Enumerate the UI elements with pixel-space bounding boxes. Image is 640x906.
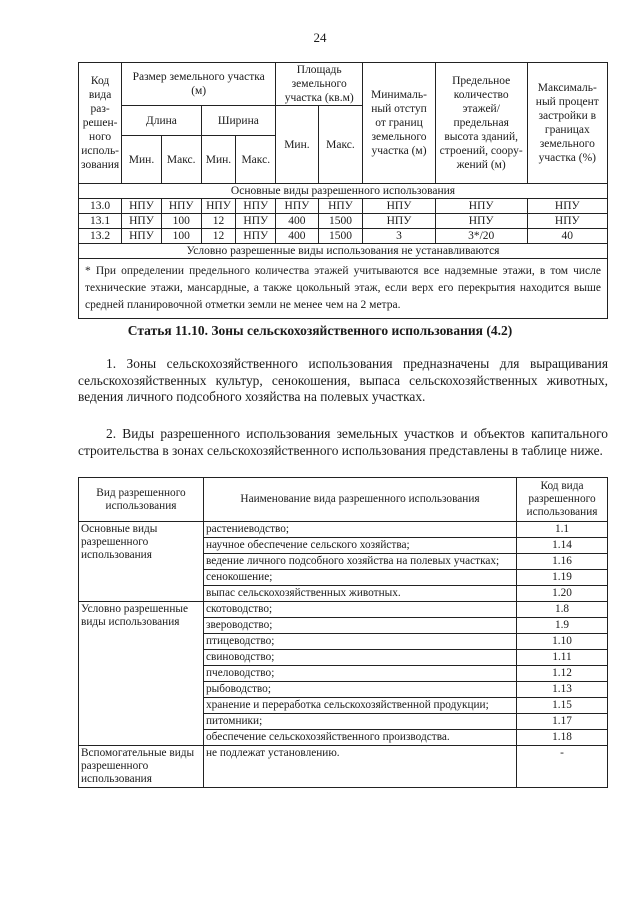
- cell: 400: [276, 229, 319, 244]
- cell: 13.0: [79, 199, 122, 214]
- code-header: Код вида раз-решен-ного исполь-зования: [79, 63, 122, 184]
- use-code: 1.17: [517, 714, 608, 730]
- main-uses-section: Основные виды разрешенного использования: [79, 184, 608, 199]
- cell: НПУ: [236, 199, 276, 214]
- use-name: звероводство;: [204, 618, 517, 634]
- cell: НПУ: [363, 199, 436, 214]
- use-name: выпас сельскохозяйственных животных.: [204, 586, 517, 602]
- cell: НПУ: [236, 214, 276, 229]
- use-name: ведение личного подсобного хозяйства на полевых участках;: [204, 554, 517, 570]
- use-code: -: [517, 746, 608, 788]
- area-min-header: Мин.: [276, 106, 319, 184]
- cell: НПУ: [161, 199, 201, 214]
- cell: 12: [201, 214, 236, 229]
- conditional-uses-section: Условно разрешенные виды использования не устанавливаются: [79, 244, 608, 259]
- cell: 40: [527, 229, 607, 244]
- cell: НПУ: [527, 214, 607, 229]
- floors-header: Предельное количество этажей/ предельная высота зданий, строений, соору-жений (м): [435, 63, 527, 184]
- plot-size-header: Размер земельного участка (м): [122, 63, 276, 106]
- use-code: 1.15: [517, 698, 608, 714]
- use-code: 1.1: [517, 522, 608, 538]
- cell: НПУ: [122, 229, 162, 244]
- article-heading: Статья 11.10. Зоны сельскохозяйственного использования (4.2): [127, 323, 513, 338]
- auxiliary-uses-category: Вспомогательные виды разрешенного использования: [79, 746, 204, 788]
- use-code: 1.8: [517, 602, 608, 618]
- use-name: не подлежат установлению.: [204, 746, 517, 788]
- cell: 1500: [318, 229, 363, 244]
- cell: 3: [363, 229, 436, 244]
- use-code: 1.13: [517, 682, 608, 698]
- permitted-uses-table: [78, 477, 608, 788]
- width-max-header: Макс.: [236, 136, 276, 184]
- table-row: [79, 214, 608, 229]
- use-name: хранение и переработка сельскохозяйственной продукции;: [204, 698, 517, 714]
- table-row: [79, 746, 608, 788]
- use-name: свиноводство;: [204, 650, 517, 666]
- area-header: Площадь земельного участка (кв.м): [276, 63, 363, 106]
- main-uses-category: Основные виды разрешенного использования: [79, 522, 204, 602]
- table-row: [79, 199, 608, 214]
- paragraph-1: 1. Зоны сельскохозяйственного использования предназначены для выращивания сельскохозяйственных культур, сенокошения, выпаса сельскохозяйственных животных, ведения личного подсобного хозяйства на полевых участках.: [78, 356, 608, 404]
- cell: НПУ: [435, 214, 527, 229]
- use-name: сенокошение;: [204, 570, 517, 586]
- use-name: скотоводство;: [204, 602, 517, 618]
- cell: НПУ: [527, 199, 607, 214]
- cell: 13.1: [79, 214, 122, 229]
- table-row: [79, 602, 608, 618]
- cell: 1500: [318, 214, 363, 229]
- width-header: Ширина: [201, 106, 276, 136]
- length-min-header: Мин.: [122, 136, 162, 184]
- table-row: [79, 522, 608, 538]
- cell: НПУ: [276, 199, 319, 214]
- coverage-header: Максималь-ный процент застройки в границах земельного участка (%): [527, 63, 607, 184]
- cell: НПУ: [435, 199, 527, 214]
- use-code: 1.11: [517, 650, 608, 666]
- use-code: 1.20: [517, 586, 608, 602]
- cell: 100: [161, 229, 201, 244]
- use-code: 1.18: [517, 730, 608, 746]
- cell: 400: [276, 214, 319, 229]
- use-code: 1.14: [517, 538, 608, 554]
- cell: 100: [161, 214, 201, 229]
- length-header: Длина: [122, 106, 201, 136]
- table-row: [79, 229, 608, 244]
- setback-header: Минималь-ный отступ от границ земельного участка (м): [363, 63, 436, 184]
- use-name: научное обеспечение сельского хозяйства;: [204, 538, 517, 554]
- use-name: растениеводство;: [204, 522, 517, 538]
- area-max-header: Макс.: [318, 106, 363, 184]
- use-code: 1.9: [517, 618, 608, 634]
- category-header: Вид разрешенного использования: [79, 478, 204, 522]
- use-code: 1.16: [517, 554, 608, 570]
- use-name: питомники;: [204, 714, 517, 730]
- cell: 13.2: [79, 229, 122, 244]
- conditional-uses-category: Условно разрешенные виды использования: [79, 602, 204, 746]
- cell: НПУ: [236, 229, 276, 244]
- name-header: Наименование вида разрешенного использования: [204, 478, 517, 522]
- width-min-header: Мин.: [201, 136, 236, 184]
- zone-parameters-table: [78, 62, 608, 319]
- length-max-header: Макс.: [161, 136, 201, 184]
- use-name: рыбоводство;: [204, 682, 517, 698]
- use-name: пчеловодство;: [204, 666, 517, 682]
- use-code: 1.12: [517, 666, 608, 682]
- use-name: обеспечение сельскохозяйственного производства.: [204, 730, 517, 746]
- cell: 12: [201, 229, 236, 244]
- cell: НПУ: [318, 199, 363, 214]
- cell: 3*/20: [435, 229, 527, 244]
- page-number: 24: [313, 30, 327, 45]
- use-code: 1.10: [517, 634, 608, 650]
- use-code: 1.19: [517, 570, 608, 586]
- cell: НПУ: [122, 199, 162, 214]
- floors-footnote: * При определении предельного количества этажей учитываются все надземные этажи, в том числе технические этажи, мансардные, а также цокольный этаж, если верх его перекрытия находится выше средней планировочной отметки земли не менее чем на 2 метра.: [79, 259, 608, 319]
- paragraph-2: 2. Виды разрешенного использования земельных участков и объектов капитального строительства в зонах сельскохозяйственного использования представлены в таблице ниже.: [78, 426, 608, 458]
- cell: НПУ: [201, 199, 236, 214]
- cell: НПУ: [122, 214, 162, 229]
- code-header: Код вида разрешенного использования: [517, 478, 608, 522]
- cell: НПУ: [363, 214, 436, 229]
- use-name: птицеводство;: [204, 634, 517, 650]
